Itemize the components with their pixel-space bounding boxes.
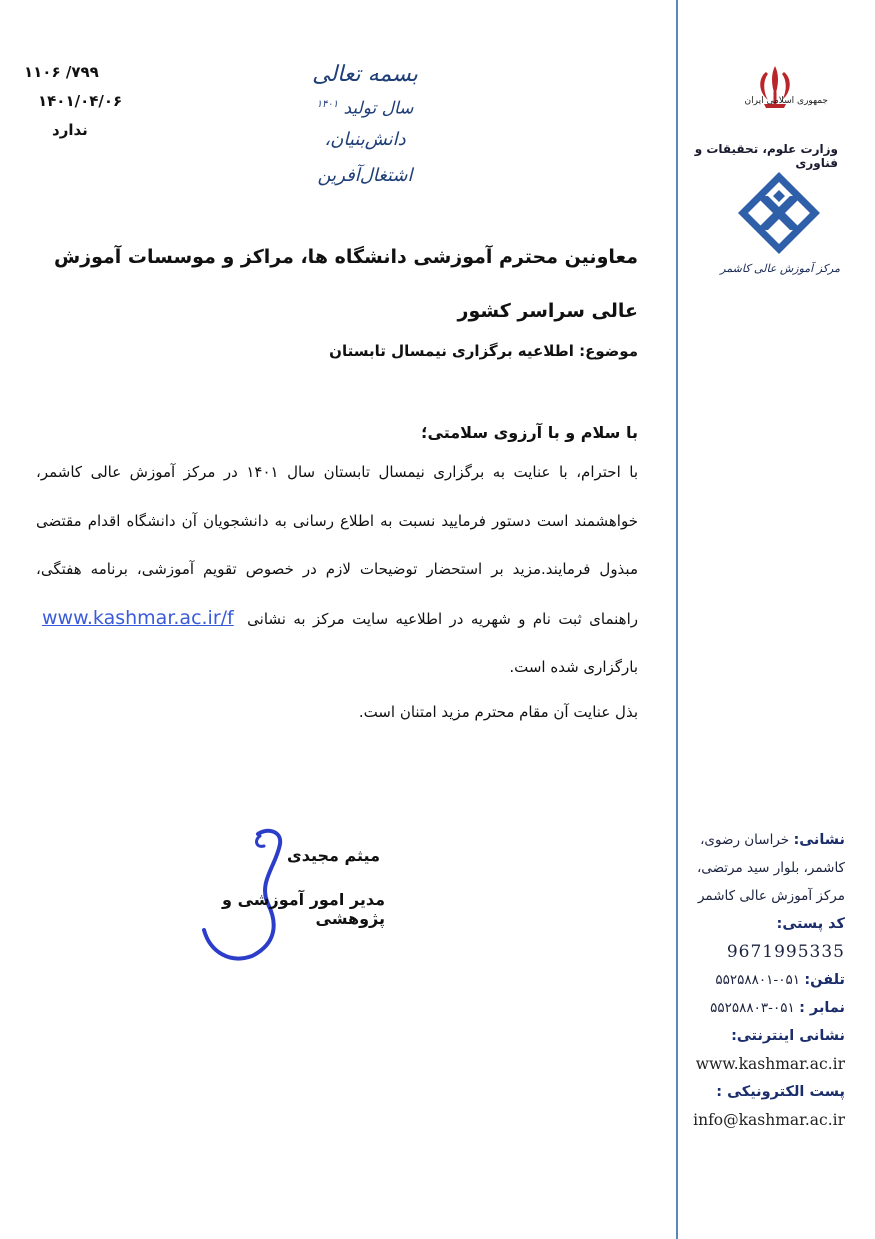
address-line: مرکز آموزش عالی کاشمر xyxy=(697,888,845,904)
contact-info xyxy=(690,826,845,1134)
website-link[interactable]: www.kashmar.ac.ir/f xyxy=(42,606,234,629)
closing: بذل عنایت آن مقام محترم مزید امتنان است. xyxy=(358,702,638,721)
signatory-name: میثم مجیدی xyxy=(287,846,380,865)
letter-body xyxy=(36,230,638,732)
email-address[interactable]: info@kashmar.ac.ir xyxy=(693,1111,845,1129)
email-label: پست الکترونیکی : xyxy=(716,1084,845,1100)
reference-number: ۷۹۹/ ۱۱۰۶ xyxy=(24,63,99,81)
greeting: با سلام و با آرزوی سلامتی؛ xyxy=(421,423,638,442)
year-motto-text: سال تولید xyxy=(343,98,414,119)
country-name: جمهوری اسلامی ایران xyxy=(744,96,828,106)
address-line: خراسان رضوی، xyxy=(700,832,790,848)
fax-label: نمابر : xyxy=(799,1000,845,1016)
phone-number: ۰۵۱-۵۵۲۵۸۸۰۱ xyxy=(715,972,801,988)
center-name: مرکز آموزش عالی کاشمر xyxy=(720,262,840,275)
postal-code: 9671995335 xyxy=(726,942,845,962)
web-address[interactable]: www.kashmar.ac.ir xyxy=(695,1055,845,1073)
kashmar-center-logo-icon xyxy=(738,172,820,262)
year-number: ۱۴۰۱ xyxy=(316,99,339,110)
motto-text: دانش‌بنیان، اشتغال‌آفرین xyxy=(317,128,413,186)
vertical-divider xyxy=(676,0,678,1239)
web-label: نشانی اینترنتی: xyxy=(731,1028,845,1044)
address-label: نشانی: xyxy=(793,832,845,848)
header-calligraphy xyxy=(290,58,440,186)
paragraph-tail: بارگزاری شده است. xyxy=(509,658,638,676)
reference-block xyxy=(20,58,130,145)
address-line: کاشمر، بلوار سید مرتضی، xyxy=(696,860,845,876)
reference-date: ۱۴۰۱/۰۴/۰۶ xyxy=(38,92,123,110)
phone-label: تلفن: xyxy=(804,972,845,988)
subject: موضوع: اطلاعیه برگزاری نیمسال تابستان xyxy=(329,342,638,360)
signatory-title: مدیر امور آموزشی و پژوهشی xyxy=(222,890,385,928)
paragraph-text: با احترام، با عنایت به برگزاری نیمسال تابستان سال ۱۴۰۱ در مرکز آموزش عالی کاشمر، خواهشمند است دستور فرمایید نسبت به اطلاع رسانی به دانشجویان آن دانشگاه اقدام مقتضی مبذول فرمایند.مزید بر استحضار توضیحات لازم در خصوص تقویم آموزشی، برنامه هفتگی، راهنمای ثبت نام و شهریه در اطلاعیه سایت مرکز به نشانی xyxy=(36,463,638,628)
recipient: معاونین محترم آموزشی دانشگاه ها، مراکز و موسسات آموزش عالی سراسر کشور xyxy=(53,246,638,322)
postal-label: کد پستی: xyxy=(776,916,845,932)
bismillah-text: بسمه تعالی xyxy=(312,62,418,87)
reference-attachment: ندارد xyxy=(52,121,88,139)
fax-number: ۰۵۱-۵۵۲۵۸۸۰۳ xyxy=(710,1000,795,1016)
ministry-name: وزارت علوم، تحقیقات و فناوری xyxy=(694,142,838,170)
letter-paragraph xyxy=(36,448,638,692)
